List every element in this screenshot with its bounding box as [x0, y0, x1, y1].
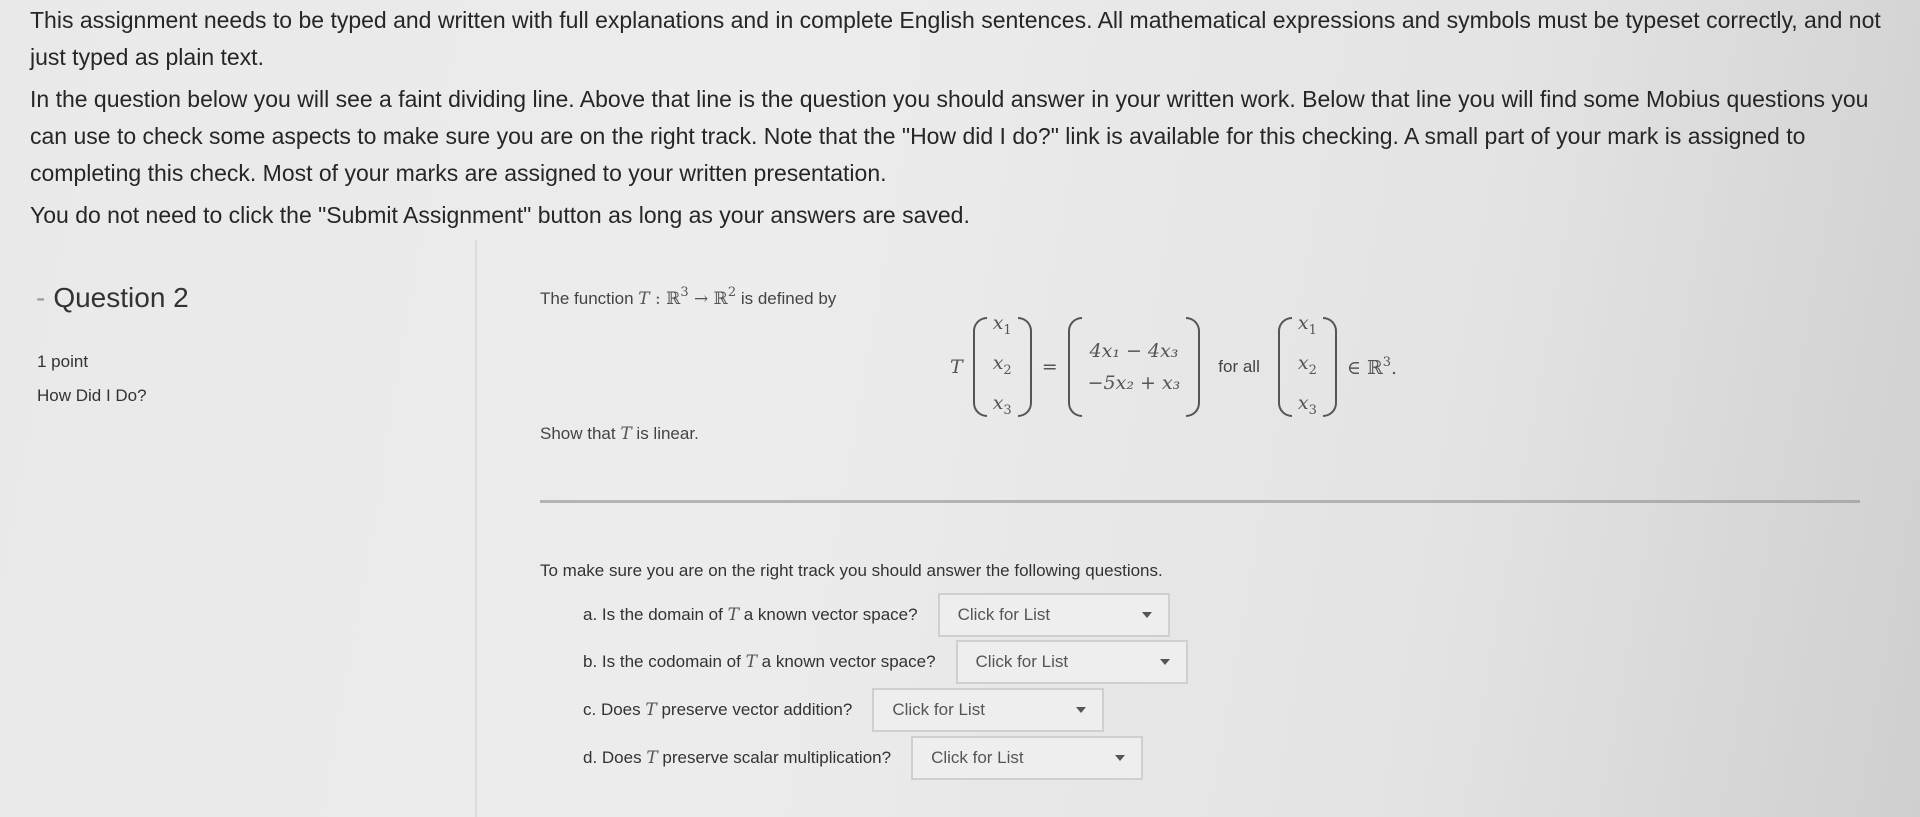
fn-intro-prefix: The function	[540, 289, 634, 308]
label-suffix: a known vector space?	[743, 605, 918, 624]
dropdown-placeholder: Click for List	[957, 605, 1051, 624]
label-prefix: c. Does	[583, 700, 641, 719]
fn-intro-suffix: is defined by	[740, 289, 837, 308]
x1-sub: 1	[1003, 323, 1012, 338]
codomain-exponent: 2	[727, 285, 737, 300]
check-question-label	[583, 748, 891, 768]
faint-dividing-line	[540, 500, 1860, 503]
show-linear-prompt	[540, 424, 699, 444]
question-body	[540, 0, 1900, 817]
eq-T: T	[950, 356, 963, 378]
output-vector	[1068, 317, 1201, 417]
eq-period: .	[1391, 357, 1398, 379]
member-exponent: 3	[1382, 355, 1392, 370]
qx2-sub: 2	[1308, 363, 1317, 378]
label-T: T	[646, 748, 658, 768]
x3: x	[992, 392, 1004, 414]
label-suffix: a known vector space?	[761, 652, 936, 671]
check-question-label	[583, 652, 936, 672]
output-row-1: 4x₁ − 4x₃	[1089, 340, 1179, 362]
chevron-down-icon	[1160, 659, 1170, 665]
output-row-2: −5x₂ + x₃	[1087, 372, 1181, 394]
collapse-toggle[interactable]: -	[36, 282, 46, 313]
show-T: T	[620, 424, 632, 444]
eq-equals: =	[1041, 356, 1058, 378]
label-T: T	[645, 700, 657, 720]
vertical-divider	[475, 240, 477, 817]
domain-R: ℝ	[666, 289, 681, 309]
answer-dropdown-c[interactable]	[872, 688, 1104, 732]
label-prefix: a. Is the domain of	[583, 605, 723, 624]
quantified-vector	[1278, 307, 1337, 427]
chevron-down-icon	[1115, 755, 1125, 761]
member-of-R3	[1347, 355, 1397, 379]
label-suffix: preserve scalar multiplication?	[662, 748, 892, 767]
maps-to-arrow: →	[688, 289, 714, 309]
codomain-R: ℝ	[713, 289, 728, 309]
x3-sub: 3	[1003, 403, 1012, 418]
x2-sub: 2	[1003, 363, 1012, 378]
check-question-d	[583, 736, 1143, 780]
answer-dropdown-d[interactable]	[911, 736, 1143, 780]
dropdown-placeholder: Click for List	[931, 748, 1024, 767]
question-points: 1 point	[37, 352, 89, 371]
question-title	[36, 282, 189, 314]
fn-symbol: T	[638, 289, 650, 309]
input-vector	[973, 307, 1032, 427]
function-definition	[540, 285, 836, 309]
instruction-paragraph-1: This assignment needs to be typed and written with full explanations and in complete English sentences. All mathematical expressions and symbols must be typeset correctly, and not just typed as plain text.	[30, 7, 1881, 70]
member-symbol: ∈ ℝ	[1346, 357, 1383, 379]
check-question-label	[583, 700, 852, 720]
fn-colon: :	[649, 289, 667, 309]
answer-dropdown-b[interactable]	[956, 640, 1188, 684]
qx1: x	[1297, 312, 1309, 334]
qx3-sub: 3	[1308, 403, 1317, 418]
check-question-label	[583, 605, 918, 625]
chevron-down-icon	[1076, 707, 1086, 713]
dropdown-placeholder: Click for List	[892, 700, 985, 719]
show-prefix: Show that	[540, 424, 616, 443]
for-all-text: for all	[1218, 357, 1260, 376]
dropdown-placeholder: Click for List	[975, 652, 1069, 671]
x1: x	[992, 312, 1004, 334]
show-suffix: is linear.	[636, 424, 699, 443]
label-T: T	[727, 605, 739, 625]
definition-equation	[950, 312, 1398, 418]
qx3: x	[1297, 392, 1309, 414]
check-question-c	[583, 688, 1104, 732]
question-title-text: Question 2	[53, 282, 189, 313]
check-question-b	[583, 640, 1188, 684]
label-T: T	[745, 652, 757, 672]
qx1-sub: 1	[1308, 323, 1317, 338]
domain-exponent: 3	[680, 285, 689, 300]
check-question-a	[583, 593, 1170, 637]
qx2: x	[1297, 352, 1309, 374]
instruction-paragraph-2: In the question below you will see a faint dividing line. Above that line is the question you should answer in your written work. Below that line you will find some Mobius questions you can use to check some aspects to make sure you are on the right track. Note that the "How did I do?" link is available for this checking. A small part of your mark is assigned to completing this check. Most of your marks are assigned to your written presentation.	[30, 86, 1869, 186]
label-suffix: preserve vector addition?	[661, 700, 853, 719]
x2: x	[992, 352, 1004, 374]
label-prefix: b. Is the codomain of	[583, 652, 741, 671]
check-intro: To make sure you are on the right track you should answer the following questions.	[540, 561, 1163, 580]
chevron-down-icon	[1142, 612, 1152, 618]
instruction-paragraph-3: You do not need to click the "Submit Assignment" button as long as your answers are saved.	[30, 202, 970, 228]
how-did-i-do-link[interactable]: How Did I Do?	[37, 386, 147, 405]
question-sidebar	[0, 240, 478, 817]
label-prefix: d. Does	[583, 748, 642, 767]
answer-dropdown-a[interactable]	[938, 593, 1170, 637]
